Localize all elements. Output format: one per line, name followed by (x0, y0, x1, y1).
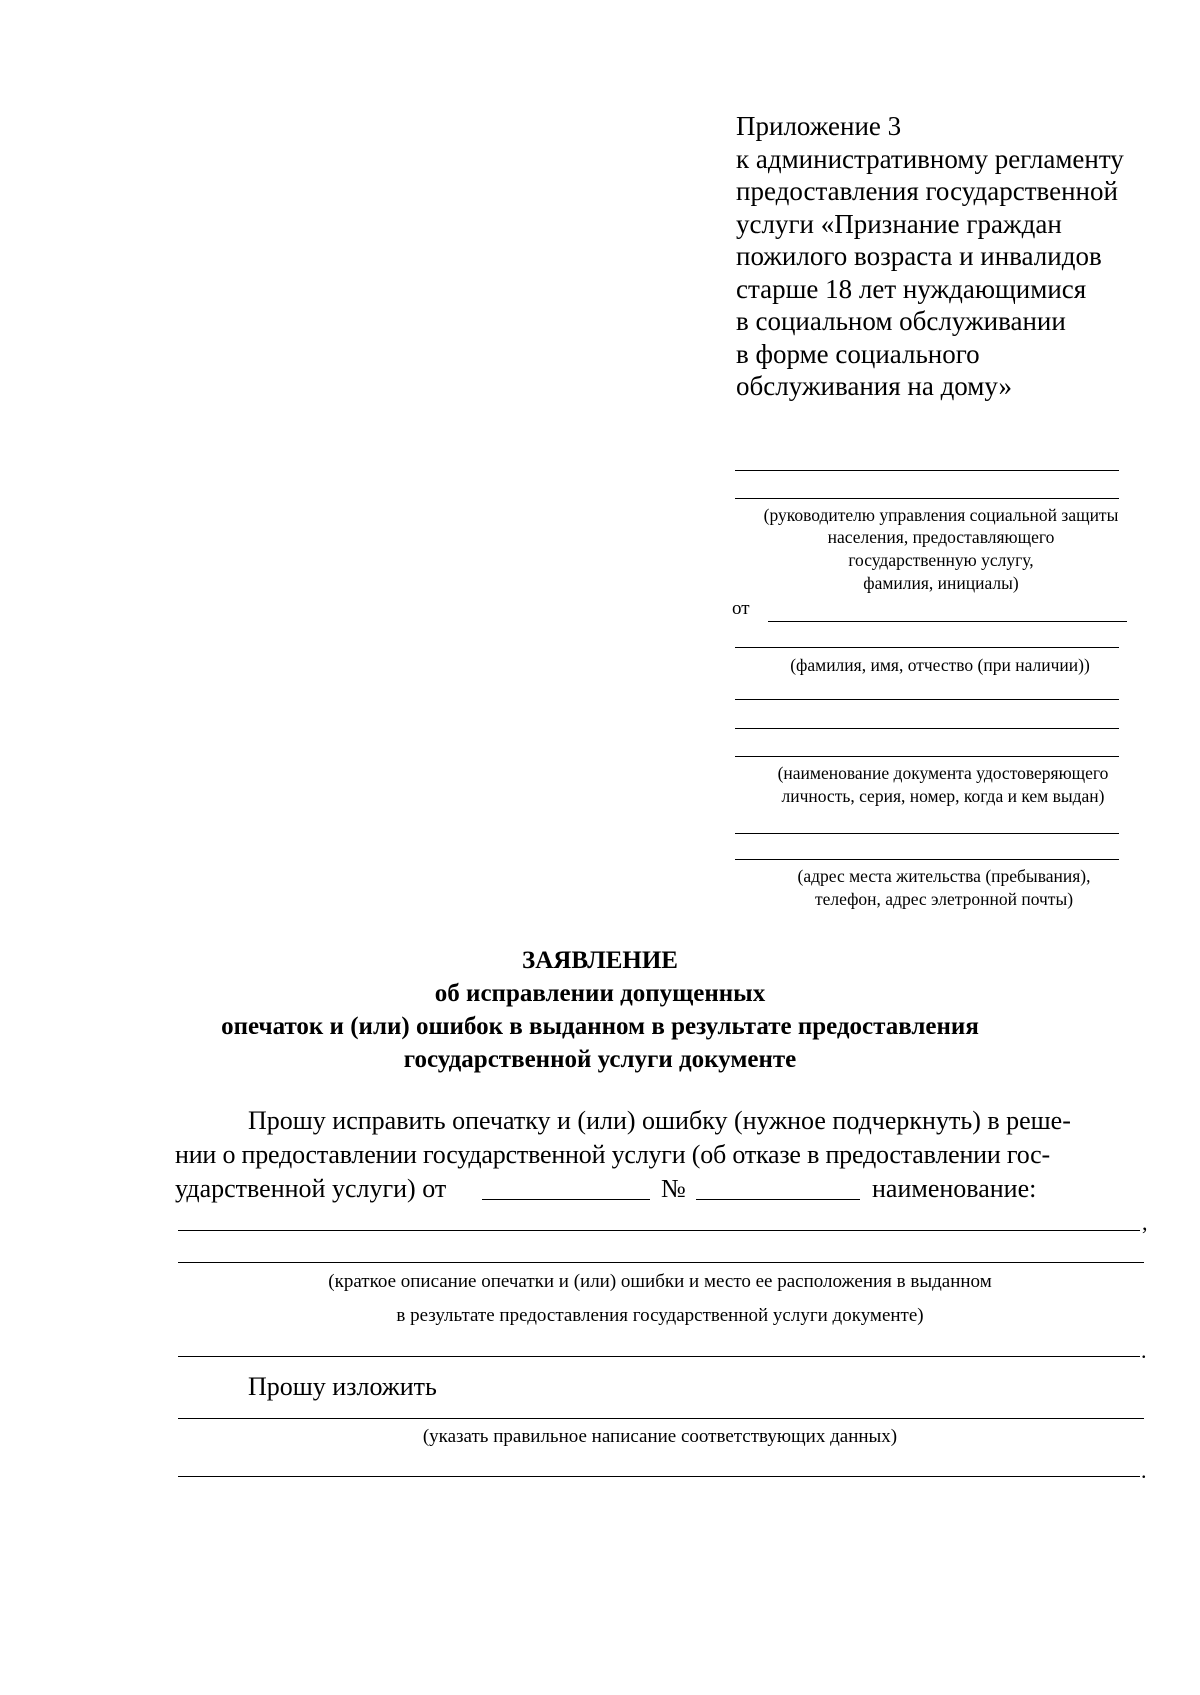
number-sign: № (661, 1174, 686, 1203)
period-mark: . (1141, 1458, 1147, 1483)
decision-name-field-line[interactable] (178, 1230, 1140, 1231)
title-line: опечаток и (или) ошибок в выданном в результате предоставления (221, 1013, 979, 1040)
id-doc-field-line[interactable] (735, 728, 1119, 729)
correct-data-field-line[interactable] (178, 1476, 1140, 1477)
error-caption-line: в результате предоставления государственной услуги документе) (396, 1305, 924, 1326)
appendix-line: Приложение 3 (736, 111, 902, 141)
address-caption-line: (адрес места жительства (пребывания), (797, 866, 1091, 886)
from-name-field-line[interactable] (735, 647, 1119, 648)
error-caption-line: (краткое описание опечатки и (или) ошибки и место ее расположения в выданном (328, 1271, 992, 1292)
title-line: ЗАЯВЛЕНИЕ (522, 947, 678, 974)
id-doc-field-line[interactable] (735, 756, 1119, 757)
recipient-caption-line: государственную услугу, (848, 550, 1034, 570)
error-description-field-line[interactable] (178, 1262, 1144, 1263)
title-line: государственной услуги документе (403, 1046, 797, 1073)
recipient-caption-line: (руководителю управления социальной защиты (763, 505, 1119, 525)
from-name-field-line[interactable] (768, 621, 1127, 622)
name-caption: (фамилия, имя, отчество (при наличии)) (790, 655, 1090, 675)
name-label: наименование: (872, 1174, 1037, 1203)
appendix-line: в форме социального (736, 338, 980, 369)
appendix-line: предоставления государственной (736, 176, 1118, 206)
recipient-caption-line: населения, предоставляющего (827, 527, 1055, 547)
comma-mark: , (1142, 1210, 1148, 1235)
title-line: об исправлении допущенных (434, 980, 766, 1007)
request-text-line: нии о предоставлении государственной услуги (об отказе в предоставлении гос- (175, 1140, 1050, 1169)
id-doc-caption-line: (наименование документа удостоверяющего (777, 763, 1109, 783)
error-description-field-line[interactable] (178, 1356, 1140, 1357)
appendix-line: обслуживания на дому» (736, 371, 1013, 401)
appendix-header (736, 110, 1176, 403)
recipient-field-line[interactable] (735, 470, 1119, 471)
appendix-line: к административному регламенту (736, 143, 1124, 174)
decision-number-field-line[interactable] (696, 1199, 860, 1200)
request-text-line: Прошу исправить опечатку и (или) ошибку (нужное подчеркнуть) в реше- (248, 1106, 1071, 1135)
id-doc-field-line[interactable] (735, 699, 1119, 700)
address-field-line[interactable] (735, 833, 1119, 834)
decision-date-field-line[interactable] (482, 1199, 650, 1200)
set-forth-label: Прошу изложить (248, 1372, 437, 1401)
period-mark: . (1141, 1338, 1147, 1363)
from-label: от (732, 598, 750, 619)
id-doc-caption-line: личность, серия, номер, когда и кем выдан) (781, 786, 1105, 806)
appendix-line: услуги «Признание граждан (736, 208, 1062, 239)
appendix-line: старше 18 лет нуждающимися (736, 273, 1087, 304)
appendix-line: в социальном обслуживании (736, 306, 1066, 336)
document-title (0, 944, 1200, 1076)
appendix-line: пожилого возраста и инвалидов (736, 241, 1102, 271)
recipient-field-line[interactable] (735, 498, 1119, 499)
address-field-line[interactable] (735, 859, 1119, 860)
request-text-line-start: ударственной услуги) от (175, 1174, 447, 1203)
correct-data-field-line[interactable] (178, 1418, 1144, 1419)
recipient-caption-line: фамилия, инициалы) (863, 573, 1019, 593)
correct-caption: (указать правильное написание соответствующих данных) (422, 1426, 898, 1447)
address-caption-line: телефон, адрес элетронной почты) (814, 889, 1074, 909)
